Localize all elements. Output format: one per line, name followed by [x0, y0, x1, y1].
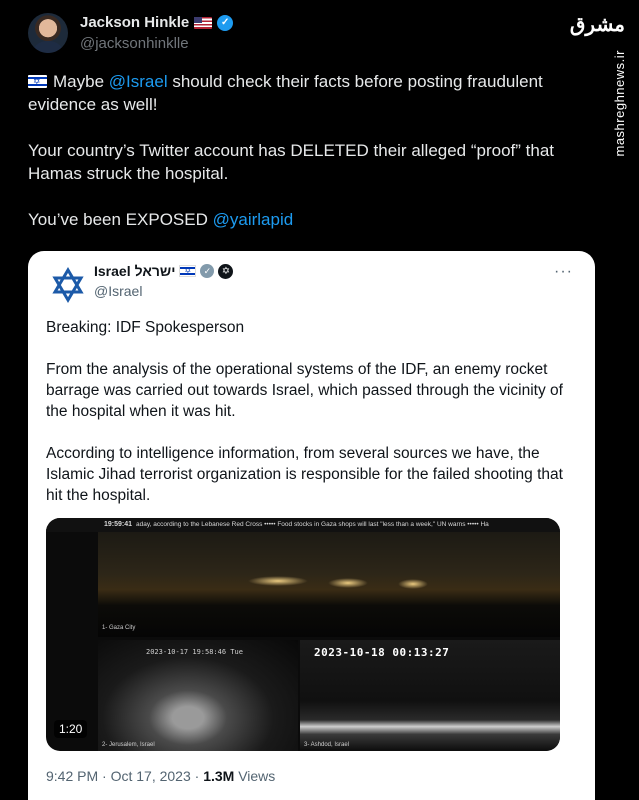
- author-handle[interactable]: @jacksonhinklle: [80, 35, 189, 52]
- author-name-row: [80, 14, 233, 31]
- quoted-tweet-card[interactable]: [28, 251, 595, 800]
- views-label: Views: [234, 768, 276, 784]
- mention-yairlapid-link[interactable]: @yairlapid: [212, 210, 294, 229]
- quoted-handle[interactable]: @Israel: [94, 283, 143, 299]
- watermark-url: mashreghnews.ir: [612, 50, 627, 157]
- tweet-text-1a: Maybe: [53, 72, 105, 91]
- tweet-paragraph-2: Your country’s Twitter account has DELETED their alleged “proof” that Hamas struck the hospital.: [28, 141, 555, 183]
- tweet-text-3: You’ve been EXPOSED: [28, 210, 208, 229]
- watermark-logo: مشرق: [569, 12, 625, 36]
- quoted-paragraph-1: Breaking: IDF Spokesperson: [46, 319, 245, 336]
- camera-timestamp-large: 2023-10-18 00:13:27: [314, 646, 450, 659]
- more-options-icon[interactable]: ···: [554, 263, 573, 280]
- quoted-name[interactable]: Israel: [94, 263, 131, 279]
- quoted-body: [46, 317, 576, 527]
- israel-flag-icon: [28, 75, 47, 88]
- camera-label-jerusalem: 2- Jerusalem, Israel: [102, 742, 155, 748]
- quoted-paragraph-2: From the analysis of the operational systems of the IDF, an enemy rocket barrage was carried out towards Israel, which passed through the vicinity of the hospital when it was hit.: [46, 361, 563, 420]
- tweet-body: [28, 70, 588, 254]
- author-avatar[interactable]: [28, 13, 68, 53]
- camera-feed-jerusalem: [98, 640, 298, 751]
- israel-avatar[interactable]: [46, 263, 90, 307]
- author-name[interactable]: Jackson Hinkle: [80, 14, 190, 31]
- verified-badge-icon: ✓: [217, 15, 233, 31]
- tweet-timestamp[interactable]: 9:42 PM · Oct 17, 2023 ·: [46, 768, 204, 784]
- camera-timestamp-small: 2023-10-17 19:58:46 Tue: [146, 648, 243, 656]
- tweet-metadata: [46, 768, 275, 784]
- quoted-paragraph-3: According to intelligence information, from several sources we have, the Islamic Jihad terrorist organization is responsible for the failed shooting that hit the hospital.: [46, 445, 563, 504]
- israel-flag-icon: [179, 265, 196, 277]
- video-player[interactable]: [46, 518, 560, 751]
- quoted-name-row: [94, 263, 233, 279]
- us-flag-icon: [194, 17, 212, 29]
- quoted-name-hebrew: ישראל: [134, 263, 176, 279]
- ticker-time: 19:59:41: [104, 521, 133, 528]
- watermark: [569, 6, 631, 157]
- ticker-text: aday, according to the Lebanese Red Cross ••••• Food stocks in Gaza shops will last "less than a week," UN warns ••••• Ha: [136, 521, 489, 528]
- views-count: 1.3M: [203, 768, 235, 784]
- government-badge-icon: ✡: [218, 264, 233, 279]
- video-duration-badge: 1:20: [54, 720, 87, 738]
- star-of-david-icon: [48, 265, 88, 305]
- camera-label-ashdod: 3- Ashdod, Israel: [304, 742, 350, 748]
- camera-label-gaza: 1- Gaza City: [102, 625, 136, 631]
- gray-verified-icon: ✓: [200, 264, 214, 278]
- tweet-paragraph-1: [28, 70, 588, 116]
- news-ticker: [46, 518, 560, 532]
- mention-israel-link[interactable]: @Israel: [108, 72, 168, 91]
- tweet-paragraph-3: [28, 208, 588, 231]
- camera-feed-gaza: [98, 532, 560, 637]
- tweet-text-1b: should check their facts before posting fraudulent evidence as well!: [28, 72, 543, 114]
